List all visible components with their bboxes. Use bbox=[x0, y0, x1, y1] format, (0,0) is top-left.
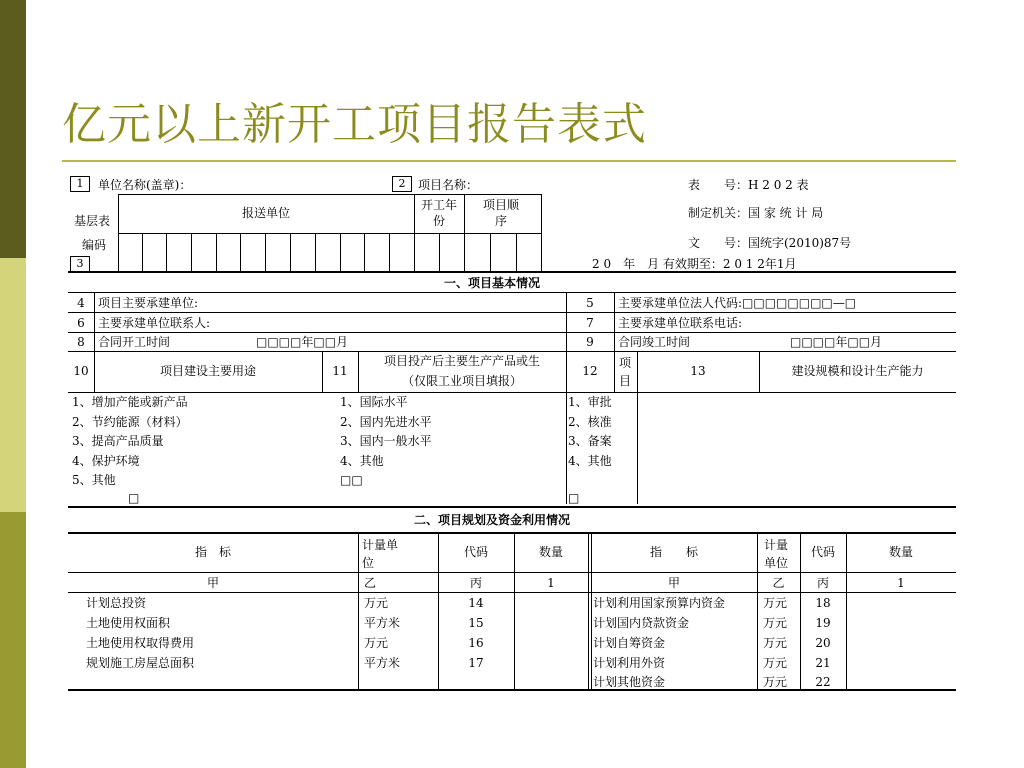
contractor-phone-label: 主要承建单位联系电话: bbox=[618, 316, 743, 330]
purpose-option-4: 4、保护环境 bbox=[72, 454, 140, 468]
table-rule bbox=[68, 532, 956, 534]
base-code-label-line2: 编码 bbox=[82, 238, 107, 252]
code-cell-divider bbox=[240, 233, 241, 271]
right-indicator-header: 指 标 bbox=[649, 545, 698, 559]
right-unit-header: 计量单位 bbox=[764, 538, 789, 570]
code-cell-divider bbox=[216, 233, 217, 271]
purpose-option-5: 5、其他 bbox=[72, 473, 116, 487]
section2-title: 二、项目规划及资金利用情况 bbox=[413, 513, 570, 527]
contract-end-label: 合同竣工时间 bbox=[618, 335, 691, 349]
table-row-indicator: 土地使用权取得费用 bbox=[86, 636, 195, 650]
product-header-line1: 项目投产后主要生产产品或生 bbox=[383, 354, 540, 368]
field-number-7: 7 bbox=[586, 316, 594, 330]
table-row-unit: 平方米 bbox=[364, 616, 401, 630]
table-row-unit: 万元 bbox=[762, 596, 787, 610]
level-option-3: 3、国内一般水平 bbox=[340, 434, 432, 448]
table-row-code: 18 bbox=[815, 596, 831, 610]
contract-start-label: 合同开工时间 bbox=[98, 335, 171, 349]
grid-line bbox=[358, 534, 359, 690]
code-cell-divider bbox=[142, 233, 143, 271]
base-code-label-line1: 基层表 bbox=[74, 214, 111, 228]
purpose-checkbox[interactable]: □ bbox=[128, 491, 140, 505]
table-rule bbox=[68, 689, 956, 691]
code-cell-divider bbox=[364, 233, 365, 271]
approval-option-4: 4、其他 bbox=[568, 454, 612, 468]
main-contractor-label: 项目主要承建单位: bbox=[98, 296, 199, 310]
approval-option-2: 2、核准 bbox=[568, 415, 612, 429]
form-number: 表 号：H 2 0 2 表 bbox=[688, 178, 809, 192]
purpose-option-3: 3、提高产品质量 bbox=[72, 434, 164, 448]
field-number-1: 1 bbox=[70, 176, 90, 192]
sub-header-cell: 甲 bbox=[667, 576, 680, 590]
code-cell-divider bbox=[315, 233, 316, 271]
code-cell-divider bbox=[439, 233, 440, 271]
grid-line bbox=[588, 534, 589, 690]
approval-checkbox[interactable]: □ bbox=[568, 491, 580, 505]
purpose-header: 项目建设主要用途 bbox=[159, 364, 256, 378]
right-quantity-header: 数量 bbox=[888, 545, 913, 559]
table-row-code: 20 bbox=[815, 636, 831, 650]
purpose-option-1: 1、增加产能或新产品 bbox=[72, 395, 188, 409]
sub-header-cell: 丙 bbox=[469, 576, 482, 590]
table-row-code: 19 bbox=[815, 616, 831, 630]
sub-header-cell: 甲 bbox=[206, 576, 219, 590]
project-name-label: 项目名称： bbox=[418, 178, 479, 192]
field-number-10: 10 bbox=[73, 364, 89, 378]
contract-end-date: □□□□年□□月 bbox=[790, 335, 883, 349]
field-number-9: 9 bbox=[586, 335, 594, 349]
table-row-indicator: 土地使用权面积 bbox=[86, 616, 171, 630]
table-rule bbox=[68, 312, 956, 313]
table-row-unit: 万元 bbox=[762, 636, 787, 650]
field-number-4: 4 bbox=[77, 296, 85, 310]
contractor-legal-code-label: 主要承建单位法人代码:□□□□□□□□—□ bbox=[618, 296, 857, 310]
table-row-code: 17 bbox=[468, 656, 484, 670]
contractor-contact-label: 主要承建单位联系人: bbox=[98, 316, 211, 330]
grid-line bbox=[614, 292, 615, 392]
sub-header-cell: 1 bbox=[547, 576, 555, 590]
right-code-header: 代码 bbox=[810, 545, 835, 559]
sub-header-cell: 1 bbox=[897, 576, 905, 590]
section1-title: 一、项目基本情况 bbox=[443, 276, 540, 290]
table-row-unit: 万元 bbox=[364, 596, 389, 610]
code-cell-divider bbox=[340, 233, 341, 271]
grid-line bbox=[118, 194, 542, 195]
table-rule bbox=[68, 572, 956, 573]
field-number-5: 5 bbox=[586, 296, 594, 310]
field-number-2: 2 bbox=[392, 176, 412, 192]
code-cell-divider bbox=[490, 233, 491, 271]
left-unit-header: 计量单位 bbox=[362, 538, 399, 570]
table-rule bbox=[68, 292, 956, 293]
sub-header-cell: 丙 bbox=[816, 576, 829, 590]
approval-option-1: 1、审批 bbox=[568, 395, 612, 409]
level-option-4: 4、其他 bbox=[340, 454, 384, 468]
table-rule bbox=[68, 351, 956, 352]
table-row-indicator: 计划国内贷款资金 bbox=[593, 616, 690, 630]
approval-option-3: 3、备案 bbox=[568, 434, 612, 448]
document-number: 文 号：国统字(2010)87号 bbox=[688, 236, 852, 250]
table-row-indicator: 计划利用国家预算内资金 bbox=[593, 596, 726, 610]
unit-name-label: 单位名称(盖章)： bbox=[98, 178, 192, 192]
table-row-code: 15 bbox=[468, 616, 484, 630]
start-year-label: 开工年份 bbox=[420, 198, 457, 228]
table-row-indicator: 计划总投资 bbox=[86, 596, 147, 610]
table-row-code: 14 bbox=[468, 596, 484, 610]
table-row-indicator: 计划利用外资 bbox=[593, 656, 666, 670]
left-code-header: 代码 bbox=[463, 545, 488, 559]
code-cell-divider bbox=[265, 233, 266, 271]
table-rule bbox=[68, 392, 956, 393]
field-number-11: 11 bbox=[332, 364, 348, 378]
table-row-indicator: 计划自筹资金 bbox=[593, 636, 666, 650]
table-row-indicator: 规划施工房屋总面积 bbox=[86, 656, 195, 670]
code-cell-divider bbox=[516, 233, 517, 271]
validity-period: 2 0 年 月 有效期至：2 0 1 2年1月 bbox=[592, 257, 797, 271]
grid-line bbox=[118, 233, 542, 234]
table-row-code: 21 bbox=[815, 656, 831, 670]
field-number-12: 12 bbox=[582, 364, 598, 378]
table-row-unit: 万元 bbox=[762, 616, 787, 630]
field-number-13: 13 bbox=[690, 364, 706, 378]
sender-label: 报送单位 bbox=[241, 206, 290, 220]
table-row-code: 16 bbox=[468, 636, 484, 650]
project-sequence-label: 项目顺序 bbox=[482, 198, 519, 228]
sub-header-cell: 乙 bbox=[364, 576, 377, 590]
field-number-3: 3 bbox=[70, 256, 90, 272]
table-rule bbox=[68, 592, 956, 593]
left-quantity-header: 数量 bbox=[538, 545, 563, 559]
table-row-unit: 万元 bbox=[762, 675, 787, 689]
table-rule bbox=[68, 332, 956, 333]
capacity-header: 建设规模和设计生产能力 bbox=[791, 364, 924, 378]
field-number-6: 6 bbox=[77, 316, 85, 330]
table-rule bbox=[68, 506, 956, 508]
field-number-8: 8 bbox=[77, 335, 85, 349]
purpose-option-2: 2、节约能源（材料） bbox=[72, 415, 188, 429]
code-cell-divider bbox=[166, 233, 167, 271]
table-row-indicator: 计划其他资金 bbox=[593, 675, 666, 689]
table-row-unit: 平方米 bbox=[364, 656, 401, 670]
left-indicator-header: 指 标 bbox=[194, 545, 231, 559]
project-approval-header: 项目 bbox=[618, 356, 631, 388]
issuing-authority: 制定机关：国 家 统 计 局 bbox=[688, 206, 824, 220]
level-checkbox[interactable]: □□ bbox=[340, 473, 363, 487]
level-option-1: 1、国际水平 bbox=[340, 395, 408, 409]
contract-start-date: □□□□年□□月 bbox=[256, 335, 349, 349]
table-rule bbox=[68, 271, 956, 273]
level-option-2: 2、国内先进水平 bbox=[340, 415, 432, 429]
code-cell-divider bbox=[290, 233, 291, 271]
table-row-code: 22 bbox=[815, 675, 831, 689]
table-row-unit: 万元 bbox=[364, 636, 389, 650]
sub-header-cell: 乙 bbox=[772, 576, 785, 590]
table-row-unit: 万元 bbox=[762, 656, 787, 670]
code-cell-divider bbox=[389, 233, 390, 271]
slide-title: 亿元以上新开工项目报告表式 bbox=[62, 99, 647, 150]
code-cell-divider bbox=[191, 233, 192, 271]
product-header-line2: （仅限工业项目填报） bbox=[401, 374, 522, 388]
